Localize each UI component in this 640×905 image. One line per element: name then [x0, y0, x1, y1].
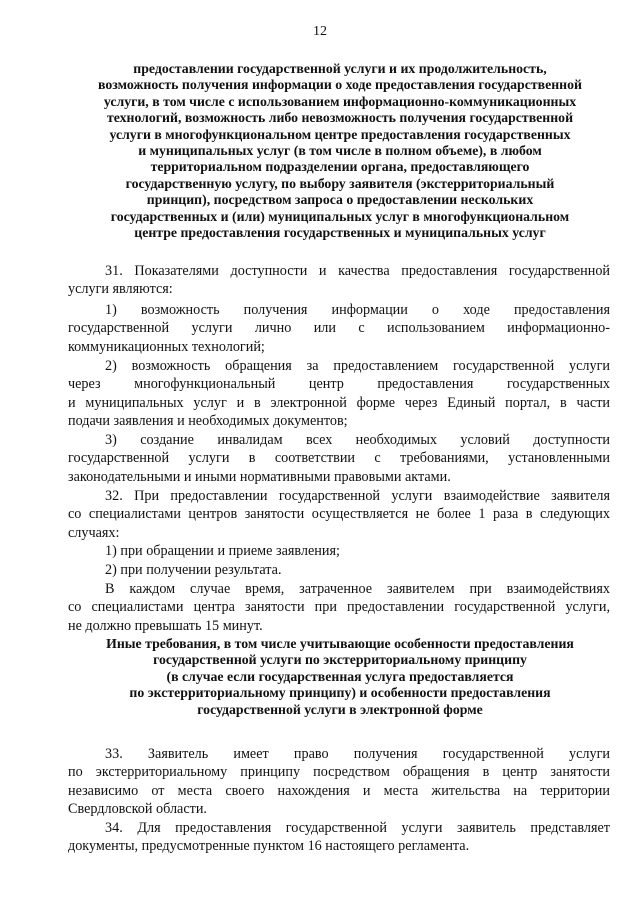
- paragraph-32-line: со специалистами центров занятости осуществляется не более 1 раза в следующих: [68, 506, 610, 522]
- list-item-31-1-line: 1) возможность получения информации о ходе предоставления: [105, 302, 610, 318]
- paragraph-32-line: 32. При предоставлении государственной услуги взаимодействие заявителя: [105, 488, 610, 504]
- heading-line: возможность получения информации о ходе предоставления государственной: [98, 77, 582, 93]
- section-heading-other-requirements: [70, 636, 610, 718]
- list-item-31-3-line: 3) создание инвалидам всех необходимых условий доступности: [105, 432, 610, 448]
- section-heading-availability-indicators: [70, 61, 610, 241]
- paragraph-time-limit-line: со специалистами центра занятости при предоставлении государственной услуги,: [68, 599, 610, 615]
- list-item-31-3-line: законодательными и иными нормативными правовыми актами.: [68, 469, 451, 485]
- paragraph-34-line: 34. Для предоставления государственной услуги заявитель представляет: [105, 820, 610, 836]
- heading-line: Иные требования, в том числе учитывающие особенности предоставления: [106, 636, 574, 651]
- heading-line: предоставлении государственной услуги и их продолжительность,: [133, 61, 547, 76]
- paragraph-34-line: документы, предусмотренные пунктом 16 настоящего регламента.: [68, 838, 470, 854]
- list-item-31-2-line: подачи заявления и необходимых документов;: [68, 413, 348, 429]
- heading-line: и муниципальных услуг (в том числе в полном объеме), в любом: [138, 143, 542, 159]
- heading-line: государственной услуги по экстерриториальному принципу: [153, 652, 527, 668]
- heading-line: территориальном подразделении органа, предоставляющего: [150, 159, 530, 175]
- paragraph-33-line: независимо от места своего нахождения и места жительства на территории: [68, 783, 610, 799]
- page-number: 12: [313, 24, 327, 39]
- heading-line: (в случае если государственная услуга предоставляется: [166, 668, 514, 684]
- paragraph-time-limit-line: не должно превышать 15 минут.: [68, 618, 263, 634]
- paragraph-31-line: услуги являются:: [68, 281, 173, 297]
- heading-line: государственной услуги в электронной форме: [197, 701, 483, 717]
- list-item-31-1-line: коммуникационных технологий;: [68, 339, 265, 355]
- heading-line: государственную услугу, по выбору заявителя (экстерриториальный: [125, 175, 555, 191]
- list-item-32-1-line: 1) при обращении и приеме заявления;: [105, 543, 340, 559]
- heading-line: государственных и (или) муниципальных услуг в многофункциональном: [110, 208, 570, 224]
- paragraph-33-line: 33. Заявитель имеет право получения государственной услуги: [105, 746, 610, 762]
- paragraph-31-line: 31. Показателями доступности и качества предоставления государственной: [105, 263, 610, 279]
- list-item-31-1-line: государственной услуги лично или с использованием информационно-: [68, 320, 610, 336]
- paragraph-time-limit-line: В каждом случае время, затраченное заявителем при взаимодействиях: [105, 581, 610, 597]
- list-item-32-2-line: 2) при получении результата.: [105, 562, 282, 578]
- heading-line: по экстерриториальному принципу) и особенности предоставления: [129, 685, 551, 701]
- list-item-31-2-line: и муниципальных услуг и в электронной форме через Единый портал, в части: [68, 395, 610, 411]
- heading-line: услуги, в том числе с использованием информационно-коммуникационных: [103, 93, 577, 109]
- heading-line: центре предоставления государственных и муниципальных услуг: [134, 225, 546, 241]
- list-item-31-3-line: государственной услуги в соответствии с требованиями, установленными: [68, 450, 610, 466]
- heading-line: услуги в многофункциональном центре предоставления государственных: [109, 126, 571, 142]
- list-item-31-2-line: 2) возможность обращения за предоставлением государственной услуги: [105, 358, 610, 374]
- heading-line: принцип), посредством запроса о предоставлении нескольких: [146, 192, 534, 208]
- paragraph-33-line: Свердловской области.: [68, 801, 207, 817]
- paragraph-32-line: случаях:: [68, 525, 120, 541]
- paragraph-33-line: по экстерриториальному принципу посредством обращения в центр занятости: [68, 764, 610, 780]
- heading-line: технологий, возможность либо невозможность получения государственной: [106, 110, 574, 126]
- list-item-31-2-line: через многофункциональный центр предоставления государственных: [68, 376, 610, 392]
